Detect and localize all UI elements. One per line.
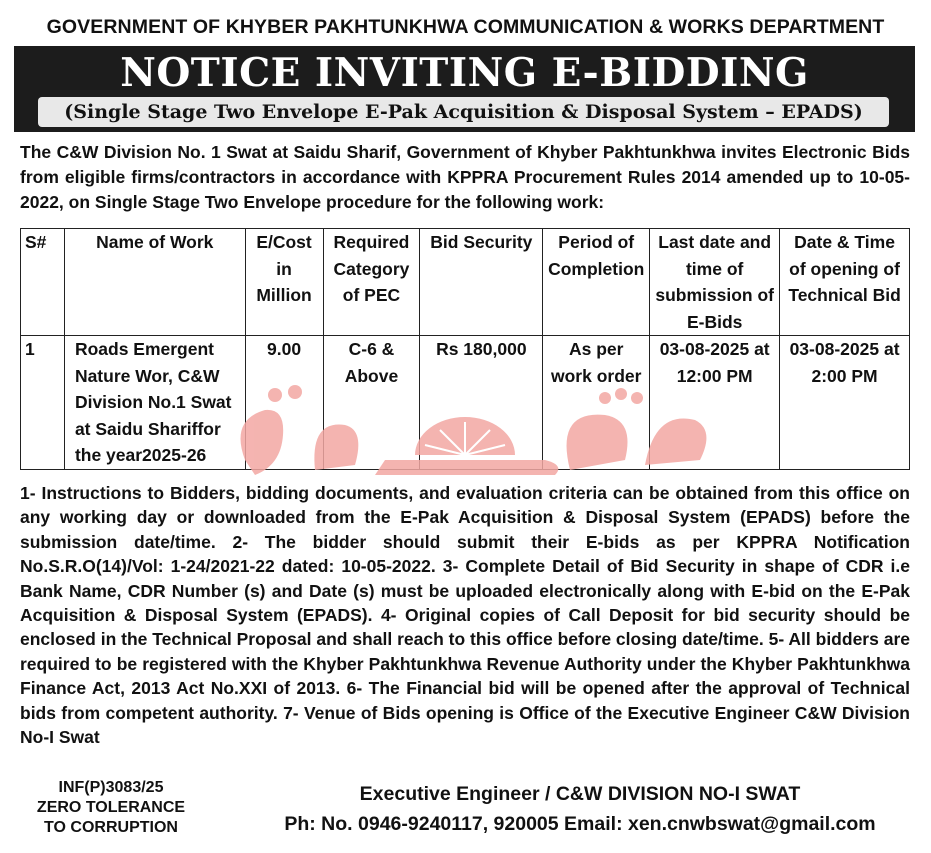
contact-details: Ph: No. 0946-9240117, 920005 Email: xen.cnwbswat@gmail.com	[284, 813, 876, 835]
col-header-security: Bid Security	[420, 229, 543, 336]
cell-sno: 1	[21, 336, 65, 470]
info-block	[26, 778, 196, 838]
cell-opening: 03-08-2025 at 2:00 PM	[780, 336, 910, 470]
col-header-category: Required Category of PEC	[323, 229, 420, 336]
col-header-cost: E/Cost in Million	[245, 229, 323, 336]
works-table	[20, 228, 910, 470]
cell-security: Rs 180,000	[420, 336, 543, 470]
col-header-last-date: Last date and time of submission of E-Bids	[650, 229, 780, 336]
signature-block	[255, 779, 905, 839]
cell-last-date: 03-08-2025 at 12:00 PM	[650, 336, 780, 470]
cell-period: As per work order	[543, 336, 650, 470]
inf-number: INF(P)3083/25	[58, 779, 164, 796]
terms-paragraph: 1- Instructions to Bidders, bidding documents, and evaluation criteria can be obtained from this office on any working day or downloaded from the E-Pak Acquisition & Disposal System (EPADS) before the submission date/time. 2- The bidder should submit their E-bids as per KPPRA Notification No.S.R.O(14)/Vol: 1-24/2021-22 dated: 10-05-2022. 3- Complete Detail of Bid Security in shape of CDR i.e Bank Name, CDR Number (s) and Date (s) must be uploaded electronically along with E-bid on the E-Pak Acquisition & Disposal System (EPADS). 4- Original copies of Call Deposit for bid security should be enclosed in the Technical Proposal and shall reach to this office before closing date/time. 5- All bidders are required to be registered with the Khyber Pakhtunkhwa Revenue Authority under the Khyber Pakhtunkhwa Finance Act, 2013 Act No.XXI of 2013. 6- The Financial bid will be opened after the approval of Technical bids from competent authority. 7- Venue of Bids opening is Office of the Executive Engineer C&W Division No-I Swat	[20, 483, 910, 748]
col-header-sno: S#	[21, 229, 65, 336]
notice-subtitle: (Single Stage Two Envelope E-Pak Acquisition & Disposal System – EPADS)	[38, 97, 889, 127]
col-header-period: Period of Completion	[543, 229, 650, 336]
cell-cost: 9.00	[245, 336, 323, 470]
department-heading: GOVERNMENT OF KHYBER PAKHTUNKHWA COMMUNICATION & WORKS DEPARTMENT	[46, 16, 885, 38]
slogan-line-2: TO CORRUPTION	[44, 819, 178, 836]
signatory: Executive Engineer / C&W DIVISION NO-I SWAT	[359, 783, 801, 805]
col-header-opening: Date & Time of opening of Technical Bid	[780, 229, 910, 336]
cell-category: C-6 & Above	[323, 336, 420, 470]
table-header-row	[21, 229, 910, 336]
table-row	[21, 336, 910, 470]
title-banner	[14, 46, 915, 132]
slogan-line-1: ZERO TOLERANCE	[36, 799, 186, 816]
notice-title: NOTICE INVITING E-BIDDING	[120, 50, 809, 96]
col-header-name: Name of Work	[64, 229, 245, 336]
cell-work-name: Roads Emergent Nature Wor, C&W Division No.1 Swat at Saidu Shariffor the year2025-26	[64, 336, 245, 470]
intro-paragraph: The C&W Division No. 1 Swat at Saidu Sharif, Government of Khyber Pakhtunkhwa invites Electronic Bids from eligible firms/contractors in accordance with KPPRA Procurement Rules 2014 amended up to 10-05-2022, on Single Stage Two Envelope procedure for the following work:	[20, 142, 910, 212]
